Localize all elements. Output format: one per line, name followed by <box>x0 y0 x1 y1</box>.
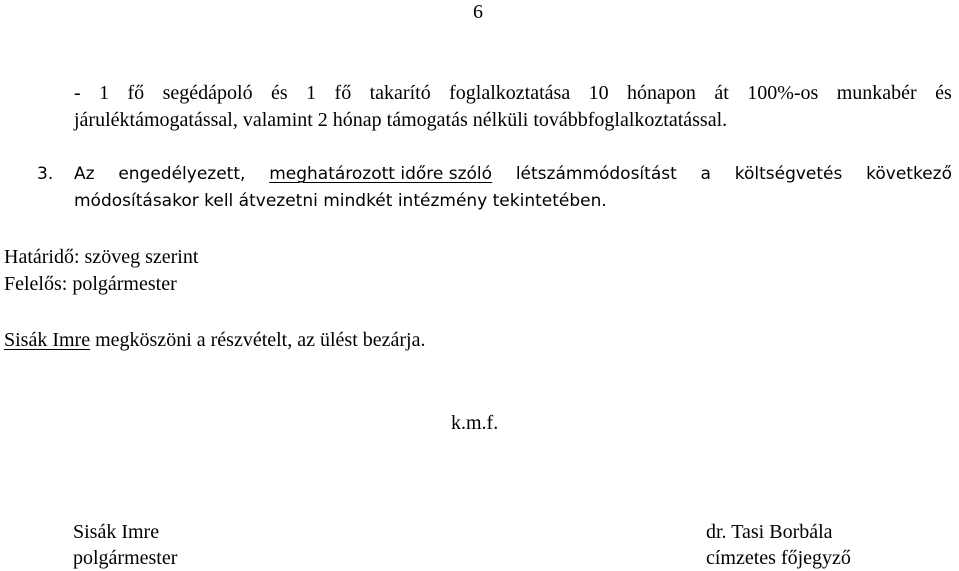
word: létszámmódosítást <box>515 164 677 184</box>
word: át <box>714 82 729 104</box>
page-number: 6 <box>473 1 483 23</box>
word: 100%-os <box>747 82 819 104</box>
word: költségvetés <box>734 164 843 184</box>
underlined-phrase: meghatározott időre szóló <box>269 164 493 184</box>
point-3-number: 3. <box>37 164 54 184</box>
signature-right-name: dr. Tasi Borbála <box>706 521 833 543</box>
word: és <box>271 82 288 104</box>
signature-left-title: polgármester <box>73 547 178 569</box>
word: fő <box>127 82 145 104</box>
closing-sentence <box>4 330 426 350</box>
word: 1 <box>99 82 110 104</box>
bullet-paragraph-line-1 <box>74 83 952 103</box>
responsible-line: Felelős: polgármester <box>4 273 177 295</box>
word: - <box>74 82 81 104</box>
bullet-paragraph-line-2: járuléktámogatással, valamint 2 hónap támogatás nélküli továbbfoglalkoztatással. <box>74 109 728 131</box>
signature-left-name: Sisák Imre <box>73 521 160 543</box>
word: fő <box>334 82 352 104</box>
signature-right-title: címzetes főjegyző <box>706 547 851 569</box>
word: a <box>700 164 711 184</box>
kmf-label: k.m.f. <box>451 412 499 434</box>
word: 1 <box>306 82 317 104</box>
deadline-line: Határidő: szöveg szerint <box>4 246 199 268</box>
word: Az <box>74 164 95 184</box>
word: hónapon <box>627 82 696 104</box>
word: 10 <box>588 82 609 104</box>
word: és <box>935 82 952 104</box>
word: munkabér <box>836 82 917 104</box>
point-3-line-1 <box>74 166 952 183</box>
point-3-line-2: módosításakor kell átvezetni mindkét intézmény tekintetében. <box>74 191 607 211</box>
closing-text: megköszöni a részvételt, az ülést bezárja. <box>90 329 426 351</box>
word: takarító <box>369 82 431 104</box>
word: engedélyezett, <box>118 164 246 184</box>
word: segédápoló <box>162 82 253 104</box>
chairman-name: Sisák Imre <box>4 329 91 351</box>
word: foglalkoztatása <box>449 82 571 104</box>
word: következő <box>866 164 952 184</box>
